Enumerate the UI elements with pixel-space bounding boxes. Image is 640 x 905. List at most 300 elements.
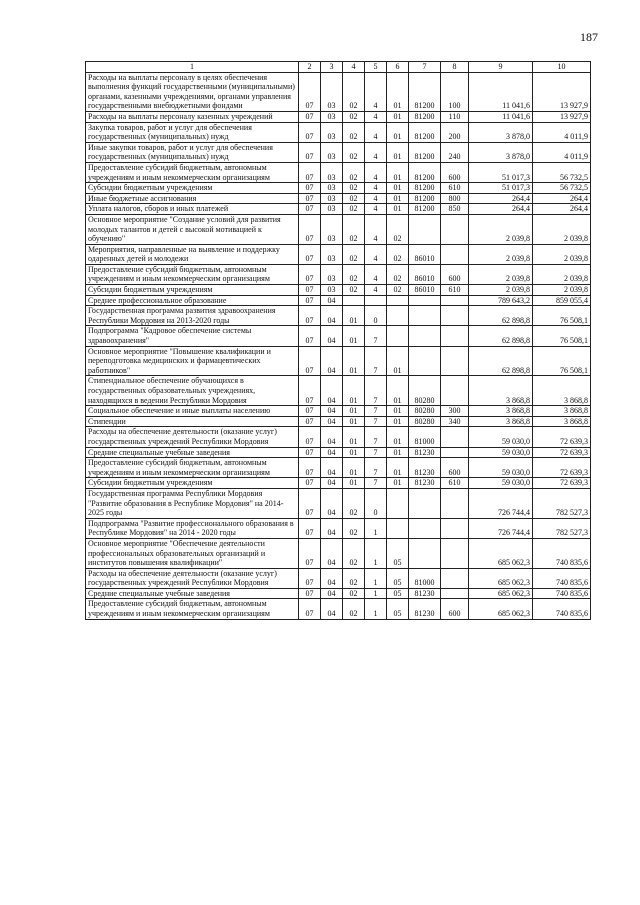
row-name-cell: Расходы на выплаты персоналу в целях обеспечения выполнения функций государственными (муниципальными) органами, казенными учреждениями, органами управления государственными внебюджетными фондами — [86, 72, 299, 111]
activity-cell: 01 — [387, 458, 409, 478]
budget-table — [85, 61, 591, 620]
program-cell: 02 — [343, 285, 365, 296]
subsection-cell: 03 — [321, 111, 343, 122]
activity-cell: 01 — [387, 376, 409, 406]
activity-cell: 01 — [387, 72, 409, 111]
table-row — [86, 142, 591, 162]
header-cell: 8 — [441, 62, 469, 73]
table-row — [86, 295, 591, 306]
expense-type-cell: 200 — [441, 122, 469, 142]
amount-year1-cell: 11 041,6 — [469, 72, 533, 111]
subprogram-cell: 4 — [365, 264, 387, 284]
expense-type-cell — [441, 588, 469, 599]
row-name-cell: Иные бюджетные ассигнования — [86, 193, 299, 204]
expense-type-cell — [441, 427, 469, 447]
amount-year2-cell: 13 927,9 — [533, 72, 591, 111]
table-row — [86, 518, 591, 538]
table-row — [86, 285, 591, 296]
subsection-cell: 03 — [321, 142, 343, 162]
amount-year1-cell: 2 039,8 — [469, 264, 533, 284]
subprogram-cell: 4 — [365, 142, 387, 162]
table-row — [86, 376, 591, 406]
direction-cell: 81200 — [409, 72, 441, 111]
direction-cell — [409, 326, 441, 346]
subsection-cell: 04 — [321, 295, 343, 306]
subprogram-cell: 4 — [365, 193, 387, 204]
program-cell: 01 — [343, 406, 365, 417]
section-cell: 07 — [299, 326, 321, 346]
row-name-cell: Основное мероприятие "Создание условий для развития молодых талантов и детей с высокой мотивацией к обучению" — [86, 214, 299, 244]
expense-type-cell: 610 — [441, 285, 469, 296]
section-cell: 07 — [299, 214, 321, 244]
amount-year2-cell: 4 011,9 — [533, 122, 591, 142]
table-header-row — [86, 62, 591, 73]
expense-type-cell — [441, 488, 469, 518]
subsection-cell: 04 — [321, 346, 343, 376]
subprogram-cell — [365, 295, 387, 306]
section-cell: 07 — [299, 488, 321, 518]
amount-year1-cell: 2 039,8 — [469, 244, 533, 264]
direction-cell: 81200 — [409, 122, 441, 142]
subsection-cell: 03 — [321, 122, 343, 142]
section-cell: 07 — [299, 478, 321, 489]
amount-year1-cell: 264,4 — [469, 204, 533, 215]
row-name-cell: Среднее профессиональное образование — [86, 295, 299, 306]
expense-type-cell — [441, 568, 469, 588]
direction-cell — [409, 346, 441, 376]
expense-type-cell: 610 — [441, 478, 469, 489]
program-cell: 02 — [343, 72, 365, 111]
header-cell: 7 — [409, 62, 441, 73]
expense-type-cell — [441, 214, 469, 244]
subprogram-cell: 4 — [365, 162, 387, 182]
amount-year2-cell: 782 527,3 — [533, 518, 591, 538]
activity-cell: 01 — [387, 346, 409, 376]
amount-year2-cell: 740 835,6 — [533, 568, 591, 588]
amount-year1-cell: 11 041,6 — [469, 111, 533, 122]
subsection-cell: 04 — [321, 406, 343, 417]
direction-cell: 81200 — [409, 111, 441, 122]
section-cell: 07 — [299, 568, 321, 588]
amount-year2-cell: 2 039,8 — [533, 285, 591, 296]
row-name-cell: Государственная программа развития здравоохранения Республики Мордовия на 2013-2020 годы — [86, 306, 299, 326]
row-name-cell: Субсидии бюджетным учреждениям — [86, 285, 299, 296]
program-cell: 02 — [343, 599, 365, 619]
program-cell: 02 — [343, 488, 365, 518]
subsection-cell: 04 — [321, 416, 343, 427]
program-cell: 02 — [343, 122, 365, 142]
activity-cell: 01 — [387, 162, 409, 182]
header-cell: 5 — [365, 62, 387, 73]
row-name-cell: Средние специальные учебные заведения — [86, 588, 299, 599]
amount-year1-cell: 2 039,8 — [469, 214, 533, 244]
page-number: 187 — [580, 30, 598, 44]
direction-cell: 81200 — [409, 193, 441, 204]
amount-year1-cell: 685 062,3 — [469, 588, 533, 599]
section-cell: 07 — [299, 346, 321, 376]
subsection-cell: 04 — [321, 599, 343, 619]
amount-year2-cell: 3 868,8 — [533, 416, 591, 427]
program-cell — [343, 295, 365, 306]
section-cell: 07 — [299, 599, 321, 619]
subprogram-cell: 4 — [365, 111, 387, 122]
subprogram-cell: 7 — [365, 447, 387, 458]
program-cell: 01 — [343, 346, 365, 376]
row-name-cell: Иные закупки товаров, работ и услуг для обеспечения государственных (муниципальных) нужд — [86, 142, 299, 162]
subprogram-cell: 1 — [365, 599, 387, 619]
direction-cell — [409, 488, 441, 518]
subsection-cell: 04 — [321, 518, 343, 538]
subprogram-cell: 7 — [365, 326, 387, 346]
table-row — [86, 427, 591, 447]
amount-year2-cell: 13 927,9 — [533, 111, 591, 122]
section-cell: 07 — [299, 122, 321, 142]
expense-type-cell — [441, 518, 469, 538]
expense-type-cell: 110 — [441, 111, 469, 122]
expense-type-cell — [441, 447, 469, 458]
table-row — [86, 214, 591, 244]
expense-type-cell — [441, 295, 469, 306]
subprogram-cell: 7 — [365, 376, 387, 406]
activity-cell: 01 — [387, 193, 409, 204]
table-row — [86, 568, 591, 588]
expense-type-cell — [441, 538, 469, 568]
activity-cell: 01 — [387, 142, 409, 162]
activity-cell: 01 — [387, 447, 409, 458]
program-cell: 02 — [343, 162, 365, 182]
subprogram-cell: 1 — [365, 568, 387, 588]
subprogram-cell: 1 — [365, 538, 387, 568]
amount-year2-cell: 740 835,6 — [533, 599, 591, 619]
subprogram-cell: 4 — [365, 244, 387, 264]
table-row — [86, 599, 591, 619]
expense-type-cell: 300 — [441, 406, 469, 417]
amount-year2-cell: 76 508,1 — [533, 346, 591, 376]
expense-type-cell: 600 — [441, 599, 469, 619]
activity-cell: 05 — [387, 599, 409, 619]
amount-year2-cell: 4 011,9 — [533, 142, 591, 162]
program-cell: 02 — [343, 183, 365, 194]
amount-year1-cell: 789 643,2 — [469, 295, 533, 306]
direction-cell: 81200 — [409, 204, 441, 215]
activity-cell: 01 — [387, 478, 409, 489]
amount-year2-cell: 3 868,8 — [533, 376, 591, 406]
expense-type-cell: 340 — [441, 416, 469, 427]
header-cell: 4 — [343, 62, 365, 73]
amount-year2-cell: 72 639,3 — [533, 427, 591, 447]
subprogram-cell: 7 — [365, 478, 387, 489]
expense-type-cell — [441, 376, 469, 406]
direction-cell — [409, 538, 441, 568]
table-row — [86, 193, 591, 204]
activity-cell: 05 — [387, 538, 409, 568]
direction-cell: 80280 — [409, 376, 441, 406]
amount-year1-cell: 3 878,0 — [469, 142, 533, 162]
program-cell: 02 — [343, 588, 365, 599]
row-name-cell: Закупка товаров, работ и услуг для обеспечения государственных (муниципальных) нужд — [86, 122, 299, 142]
subsection-cell: 04 — [321, 447, 343, 458]
row-name-cell: Субсидии бюджетным учреждениям — [86, 478, 299, 489]
row-name-cell: Расходы на обеспечение деятельности (оказание услуг) государственных учреждений Республики Мордовия — [86, 427, 299, 447]
row-name-cell: Подпрограмма "Кадровое обеспечение системы здравоохранения" — [86, 326, 299, 346]
header-cell: 10 — [533, 62, 591, 73]
expense-type-cell: 600 — [441, 264, 469, 284]
subsection-cell: 03 — [321, 214, 343, 244]
section-cell: 07 — [299, 111, 321, 122]
table-row — [86, 538, 591, 568]
header-cell: 2 — [299, 62, 321, 73]
direction-cell: 86010 — [409, 285, 441, 296]
subprogram-cell: 4 — [365, 214, 387, 244]
row-name-cell: Стипендиальное обеспечение обучающихся в государственных образовательных учреждениях, находящихся в ведении Республики Мордовия — [86, 376, 299, 406]
activity-cell: 02 — [387, 264, 409, 284]
amount-year1-cell: 59 030,0 — [469, 458, 533, 478]
subprogram-cell: 7 — [365, 406, 387, 417]
program-cell: 01 — [343, 478, 365, 489]
subsection-cell: 03 — [321, 244, 343, 264]
subsection-cell: 04 — [321, 326, 343, 346]
expense-type-cell: 610 — [441, 183, 469, 194]
section-cell: 07 — [299, 376, 321, 406]
section-cell: 07 — [299, 447, 321, 458]
program-cell: 02 — [343, 214, 365, 244]
amount-year2-cell: 72 639,3 — [533, 478, 591, 489]
amount-year1-cell: 3 868,8 — [469, 376, 533, 406]
subsection-cell: 04 — [321, 478, 343, 489]
activity-cell: 01 — [387, 416, 409, 427]
direction-cell: 81230 — [409, 478, 441, 489]
program-cell: 02 — [343, 111, 365, 122]
activity-cell: 01 — [387, 122, 409, 142]
amount-year2-cell: 2 039,8 — [533, 214, 591, 244]
subsection-cell: 04 — [321, 538, 343, 568]
program-cell: 01 — [343, 427, 365, 447]
direction-cell: 80280 — [409, 406, 441, 417]
table-row — [86, 458, 591, 478]
row-name-cell: Предоставление субсидий бюджетным, автономным учреждениям и иным некоммерческим организациям — [86, 458, 299, 478]
subsection-cell: 03 — [321, 193, 343, 204]
row-name-cell: Субсидии бюджетным учреждениям — [86, 183, 299, 194]
amount-year1-cell: 59 030,0 — [469, 478, 533, 489]
expense-type-cell — [441, 346, 469, 376]
subprogram-cell: 7 — [365, 416, 387, 427]
row-name-cell: Уплата налогов, сборов и иных платежей — [86, 204, 299, 215]
table-row — [86, 346, 591, 376]
direction-cell: 81200 — [409, 183, 441, 194]
subprogram-cell: 0 — [365, 488, 387, 518]
activity-cell — [387, 326, 409, 346]
activity-cell: 05 — [387, 568, 409, 588]
table-row — [86, 488, 591, 518]
section-cell: 07 — [299, 244, 321, 264]
subsection-cell: 03 — [321, 162, 343, 182]
subprogram-cell: 0 — [365, 306, 387, 326]
direction-cell — [409, 295, 441, 306]
amount-year1-cell: 3 878,0 — [469, 122, 533, 142]
activity-cell: 02 — [387, 214, 409, 244]
header-cell: 1 — [86, 62, 299, 73]
amount-year1-cell: 62 898,8 — [469, 306, 533, 326]
activity-cell — [387, 488, 409, 518]
amount-year1-cell: 51 017,3 — [469, 183, 533, 194]
subsection-cell: 03 — [321, 72, 343, 111]
program-cell: 01 — [343, 376, 365, 406]
table-row — [86, 122, 591, 142]
section-cell: 07 — [299, 295, 321, 306]
program-cell: 02 — [343, 204, 365, 215]
direction-cell: 81000 — [409, 427, 441, 447]
program-cell: 01 — [343, 326, 365, 346]
section-cell: 07 — [299, 183, 321, 194]
section-cell: 07 — [299, 162, 321, 182]
activity-cell: 01 — [387, 204, 409, 215]
direction-cell: 81000 — [409, 568, 441, 588]
section-cell: 07 — [299, 588, 321, 599]
row-name-cell: Мероприятия, направленные на выявление и поддержку одаренных детей и молодежи — [86, 244, 299, 264]
amount-year1-cell: 51 017,3 — [469, 162, 533, 182]
table-row — [86, 447, 591, 458]
activity-cell: 05 — [387, 588, 409, 599]
table-row — [86, 244, 591, 264]
subprogram-cell: 7 — [365, 458, 387, 478]
amount-year2-cell: 740 835,6 — [533, 588, 591, 599]
section-cell: 07 — [299, 518, 321, 538]
amount-year1-cell: 62 898,8 — [469, 346, 533, 376]
header-cell: 6 — [387, 62, 409, 73]
table-row — [86, 72, 591, 111]
amount-year1-cell: 726 744,4 — [469, 518, 533, 538]
activity-cell: 01 — [387, 427, 409, 447]
row-name-cell: Средние специальные учебные заведения — [86, 447, 299, 458]
row-name-cell: Социальное обеспечение и иные выплаты населению — [86, 406, 299, 417]
amount-year2-cell: 76 508,1 — [533, 326, 591, 346]
amount-year2-cell: 56 732,5 — [533, 162, 591, 182]
amount-year1-cell: 59 030,0 — [469, 427, 533, 447]
section-cell: 07 — [299, 538, 321, 568]
activity-cell — [387, 295, 409, 306]
direction-cell — [409, 306, 441, 326]
amount-year2-cell: 56 732,5 — [533, 183, 591, 194]
amount-year1-cell: 3 868,8 — [469, 406, 533, 417]
row-name-cell: Предоставление субсидий бюджетным, автономным учреждениям и иным некоммерческим организациям — [86, 599, 299, 619]
expense-type-cell: 850 — [441, 204, 469, 215]
table-row — [86, 204, 591, 215]
amount-year2-cell: 782 527,3 — [533, 488, 591, 518]
amount-year1-cell: 2 039,8 — [469, 285, 533, 296]
direction-cell: 86010 — [409, 264, 441, 284]
amount-year1-cell: 685 062,3 — [469, 599, 533, 619]
expense-type-cell: 240 — [441, 142, 469, 162]
amount-year2-cell: 2 039,8 — [533, 264, 591, 284]
subsection-cell: 03 — [321, 204, 343, 215]
row-name-cell: Государственная программа Республики Мордовия "Развитие образования в Республике Мордовия" на 2014-2025 годы — [86, 488, 299, 518]
row-name-cell: Предоставление субсидий бюджетным, автономным учреждениям и иным некоммерческим организациям — [86, 162, 299, 182]
direction-cell: 81230 — [409, 599, 441, 619]
section-cell: 07 — [299, 416, 321, 427]
section-cell: 07 — [299, 72, 321, 111]
direction-cell — [409, 518, 441, 538]
direction-cell: 81230 — [409, 458, 441, 478]
amount-year2-cell: 3 868,8 — [533, 406, 591, 417]
expense-type-cell — [441, 326, 469, 346]
subsection-cell: 03 — [321, 285, 343, 296]
section-cell: 07 — [299, 406, 321, 417]
activity-cell: 02 — [387, 244, 409, 264]
subsection-cell: 04 — [321, 458, 343, 478]
direction-cell: 81200 — [409, 142, 441, 162]
program-cell: 01 — [343, 416, 365, 427]
direction-cell: 81230 — [409, 588, 441, 599]
amount-year2-cell: 859 055,4 — [533, 295, 591, 306]
subsection-cell: 04 — [321, 427, 343, 447]
table-row — [86, 416, 591, 427]
row-name-cell: Расходы на обеспечение деятельности (оказание услуг) государственных учреждений Республики Мордовия — [86, 568, 299, 588]
section-cell: 07 — [299, 264, 321, 284]
direction-cell: 86010 — [409, 244, 441, 264]
amount-year2-cell: 264,4 — [533, 204, 591, 215]
row-name-cell: Основное мероприятие "Повышение квалификации и переподготовка медицинских и фармацевтических работников" — [86, 346, 299, 376]
subsection-cell: 03 — [321, 264, 343, 284]
activity-cell: 02 — [387, 285, 409, 296]
program-cell: 02 — [343, 193, 365, 204]
amount-year2-cell: 264,4 — [533, 193, 591, 204]
amount-year2-cell: 76 508,1 — [533, 306, 591, 326]
section-cell: 07 — [299, 142, 321, 162]
amount-year1-cell: 685 062,3 — [469, 568, 533, 588]
section-cell: 07 — [299, 193, 321, 204]
direction-cell — [409, 214, 441, 244]
subprogram-cell: 4 — [365, 285, 387, 296]
subprogram-cell: 4 — [365, 183, 387, 194]
direction-cell: 81230 — [409, 447, 441, 458]
activity-cell: 01 — [387, 406, 409, 417]
subprogram-cell: 4 — [365, 204, 387, 215]
row-name-cell: Основное мероприятие "Обеспечение деятельности профессиональных образовательных организаций и институтов повышения квалификации" — [86, 538, 299, 568]
direction-cell: 80280 — [409, 416, 441, 427]
expense-type-cell: 600 — [441, 162, 469, 182]
table-row — [86, 162, 591, 182]
amount-year2-cell: 2 039,8 — [533, 244, 591, 264]
expense-type-cell: 600 — [441, 458, 469, 478]
amount-year2-cell: 740 835,6 — [533, 538, 591, 568]
row-name-cell: Подпрограмма "Развитие профессионального образования в Республике Мордовия" на 2014 - 2020 годы — [86, 518, 299, 538]
subprogram-cell: 7 — [365, 346, 387, 376]
table-row — [86, 264, 591, 284]
header-cell: 3 — [321, 62, 343, 73]
table-row — [86, 326, 591, 346]
section-cell: 07 — [299, 306, 321, 326]
program-cell: 01 — [343, 447, 365, 458]
activity-cell: 01 — [387, 111, 409, 122]
table-row — [86, 183, 591, 194]
subsection-cell: 04 — [321, 488, 343, 518]
program-cell: 01 — [343, 306, 365, 326]
program-cell: 02 — [343, 568, 365, 588]
amount-year2-cell: 72 639,3 — [533, 458, 591, 478]
subsection-cell: 04 — [321, 376, 343, 406]
amount-year2-cell: 72 639,3 — [533, 447, 591, 458]
expense-type-cell: 800 — [441, 193, 469, 204]
expense-type-cell — [441, 244, 469, 264]
section-cell: 07 — [299, 458, 321, 478]
subsection-cell: 03 — [321, 183, 343, 194]
activity-cell: 01 — [387, 183, 409, 194]
section-cell: 07 — [299, 427, 321, 447]
header-cell: 9 — [469, 62, 533, 73]
program-cell: 01 — [343, 458, 365, 478]
program-cell: 02 — [343, 264, 365, 284]
table-row — [86, 111, 591, 122]
